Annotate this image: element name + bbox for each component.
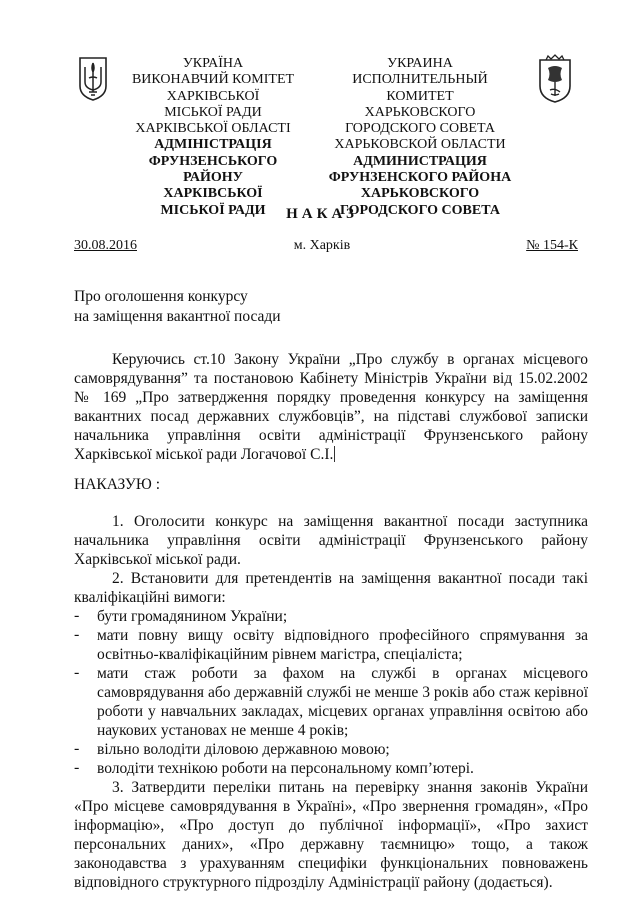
requirement-bullet [74,759,588,778]
requirement-text: мати стаж роботи за фахом на службі в органах місцевого самоврядування або державній службі не менше 3 років або стаж керівної роботи у навчальних закладах, місцевих органах управління освітою або наукових установах не менше 4 років; [97,665,588,739]
bullet-dash: - [74,664,80,681]
header-left-line: МІСЬКОЇ РАДИ [160,202,266,218]
order-heading: НАКАЗУЮ : [74,476,160,493]
header-left-line: ФРУНЗЕНСЬКОГО РАЙОНУ [148,153,278,186]
requirement-bullet [74,664,588,740]
header-left-block [118,56,308,219]
header-right-line: ИСПОЛНИТЕЛЬНЫЙ КОМИТЕТ [352,72,488,104]
requirement-text: володіти технікою роботи на персональному комп’ютері. [97,760,474,777]
intro-paragraph [74,350,588,464]
header-right-line: ФРУНЗЕНСКОГО РАЙОНА [328,170,512,186]
bullet-dash: - [74,759,80,776]
header-right-line: ГОРОДСКОГО СОВЕТА [340,202,500,218]
header-left-line: УКРАЇНА [182,56,244,71]
header-left-line: ХАРКІВСЬКОЇ ОБЛАСТІ [135,121,291,137]
item-3: 3. Затвердити переліки питань на перевірку знання законів України «Про місцеве самоврядування в Україні», «Про звернення громадян», «Про інформацію», «Про доступ до публічної інформації», «Про захист персональних даних», «Про державну таємницю» тощо, а також законодавства з урахуванням специфіки функціональних повноважень відповідного структурного підрозділу Адміністрації району (додається). [74,779,588,891]
header-left-line: ХАРКІВСЬКОЇ [166,88,260,104]
intro-text: Керуючись ст.10 Закону України „Про службу в органах місцевого самоврядування” та постановою Кабінету Міністрів України від 15.02.2002 № 169 „Про затвердження порядку проведення конкурсу на заміщення вакантних посад державних службовців”, на підставі службової записки начальника управління освіти адміністрації Фрунзенського району Харківської міської ради Логачової С.І. [74,351,588,463]
header-left-line: АДМІНІСТРАЦІЯ [154,137,272,153]
order-items [74,512,588,892]
subject-line: Про оголошення конкурсу [74,288,248,305]
requirement-text: бути громадянином України; [97,608,288,625]
order-city: м. Харків [293,238,351,253]
header-right-line: ХАРЬКОВСКОГО [364,104,476,120]
order-number: № 154-К [526,238,578,253]
header-left-line: ВИКОНАВЧИЙ КОМІТЕТ [131,72,295,88]
document-title: НАКАЗ [286,206,358,222]
header-right-line: УКРАИНА [387,56,453,71]
requirement-text: мати повну вищу освіту відповідного професійного спрямування за освітньо-кваліфікаційним рівнем магістра, спеціаліста; [97,627,588,663]
header-right-line: ХАРЬКОВСКОГО [360,186,480,202]
requirement-text: вільно володіти діловою державною мовою; [97,741,390,758]
bullet-dash: - [74,626,80,643]
header-right-line: АДМИНИСТРАЦИЯ [353,153,487,169]
trident-emblem-icon [78,56,108,102]
kharkiv-coat-of-arms-icon [538,54,572,104]
bullet-dash: - [74,740,80,757]
order-subject [74,287,374,326]
header-right-line: ХАРЬКОВСКОЙ ОБЛАСТИ [334,137,506,153]
header-left-line: ХАРКІВСЬКОЇ [163,186,263,202]
header-left-line: МІСЬКОЇ РАДИ [164,104,262,120]
header-right-block [322,56,518,219]
requirement-bullet [74,740,588,759]
requirement-bullet [74,626,588,664]
item-1: 1. Оголосити конкурс на заміщення вакантної посади заступника начальника управління освіти адміністрації Фрунзенського району Харківської міської ради. [74,513,588,568]
order-date: 30.08.2016 [74,238,137,253]
header-right-line: ГОРОДСКОГО СОВЕТА [345,121,495,137]
bullet-dash: - [74,607,80,624]
item-2: 2. Встановити для претендентів на заміщення вакантної посади такі кваліфікаційні вимоги: [74,570,588,606]
subject-line: на заміщення вакантної посади [74,307,281,325]
requirement-bullet [74,607,588,626]
text-cursor [334,446,335,462]
